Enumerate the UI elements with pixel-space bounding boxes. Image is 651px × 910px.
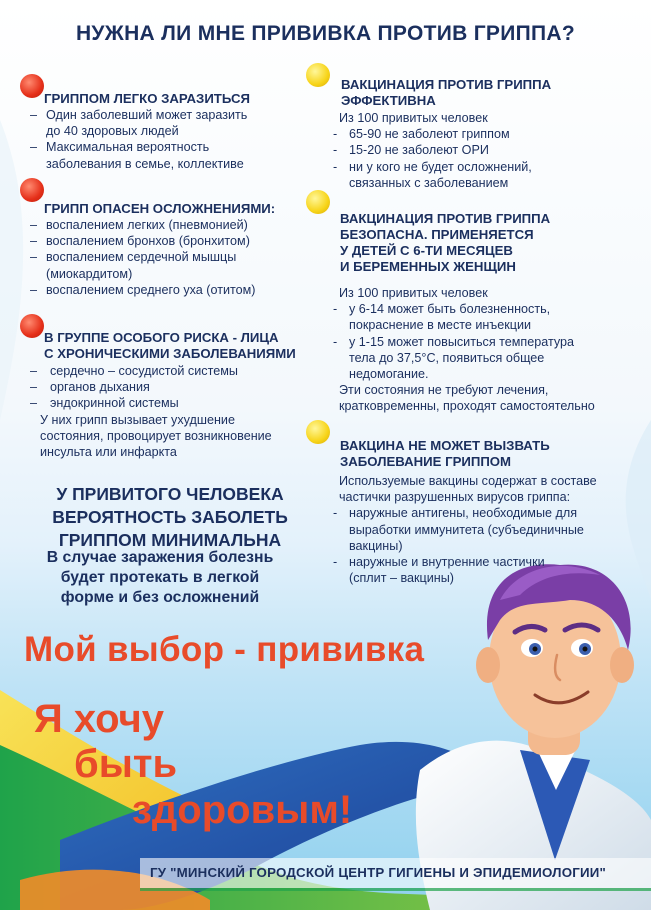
footer-text: ГУ "МИНСКИЙ ГОРОДСКОЙ ЦЕНТР ГИГИЕНЫ И ЭПИДЕМИОЛОГИИ" — [150, 865, 607, 880]
footer — [140, 858, 651, 888]
list-item: – Один заболевший может заразить до 40 здоровых людей — [30, 108, 248, 139]
list-item: - наружные антигены, необходимые для выработки иммунитета (субъединичные вакцины) — [333, 506, 584, 553]
list-item: - ни у кого не будет осложнений, связанных с заболеванием — [333, 159, 532, 190]
list-item: - наружные и внутренние частички (сплит – вакцины) — [333, 555, 545, 586]
smiley-face-icon — [306, 420, 330, 444]
smiley-face-icon — [306, 63, 330, 87]
left-section-2-list — [30, 217, 310, 298]
right-section-1-header: ВАКЦИНАЦИЯ ПРОТИВ ГРИППА ЭФФЕКТИВНА — [341, 77, 552, 108]
list-item: - 15-20 не заболеют ОРИ — [333, 143, 489, 158]
sad-face-icon — [20, 314, 44, 338]
right-section-3-header: ВАКЦИНА НЕ МОЖЕТ ВЫЗВАТЬ ЗАБОЛЕВАНИЕ ГРИППОМ — [340, 438, 550, 469]
list-item: – Максимальная вероятность заболевания в семье, коллективе — [30, 140, 244, 171]
list-item: – воспалением бронхов (бронхитом) — [30, 234, 250, 249]
list-item: – воспалением легких (пневмонией) — [30, 218, 248, 232]
right-section-1-list: Из 100 привитых человек - 65-90 не заболеют гриппом - 15-20 не заболеют ОРИ - ни у кого не будет осложнений, связанных с заболеванием — [333, 110, 633, 191]
list-item: - у 6-14 может быть болезненность, покраснение в месте инъекции — [333, 302, 551, 333]
key-message-sub: В случае заражения болезнь будет протекать в легкой форме и без осложнений — [46, 549, 274, 606]
list-item: – воспалением сердечной мышцы (миокардитом) — [30, 250, 237, 281]
left-section-3-note: У них грипп вызывает ухудшение состояния, провоцирует возникновение инсульта или инфаркта — [40, 412, 272, 460]
left-section-2-header: ГРИПП ОПАСЕН ОСЛОЖНЕНИЯМИ: — [44, 201, 276, 216]
left-section-3-header: В ГРУППЕ ОСОБОГО РИСКА - ЛИЦА С ХРОНИЧЕСКИМИ ЗАБОЛЕВАНИЯМИ — [44, 330, 296, 361]
list-item: - 65-90 не заболеют гриппом — [333, 127, 510, 142]
sad-face-icon — [20, 74, 44, 98]
want-line-3: здоровым! — [132, 788, 353, 832]
smiley-face-icon — [306, 190, 330, 214]
page-title: НУЖНА ЛИ МНЕ ПРИВИВКА ПРОТИВ ГРИППА? — [75, 22, 576, 45]
left-section-1-header: ГРИППОМ ЛЕГКО ЗАРАЗИТЬСЯ — [44, 91, 251, 106]
list-item: – сердечно – сосудистой системы — [30, 364, 238, 378]
right-section-3-list: Используемые вакцины содержат в составе частички разрушенных вирусов гриппа: - наружные антигены, необходимые для выработки иммунитета (субъединичные вакцины) - наружные и внутренние частички (сплит – вакцины) — [333, 473, 643, 586]
slogan: Мой выбор - прививка — [24, 630, 425, 669]
list-item: - у 1-15 может повыситься температура тела до 37,5°С, появиться общее недомогание. — [333, 334, 575, 382]
right-section-2-header: ВАКЦИНАЦИЯ ПРОТИВ ГРИППА БЕЗОПАСНА. ПРИМЕНЯЕТСЯ У ДЕТЕЙ С 6-ТИ МЕСЯЦЕВ И БЕРЕМЕННЫХ ЖЕНЩИН — [340, 211, 551, 274]
key-message: У ПРИВИТОГО ЧЕЛОВЕКА ВЕРОЯТНОСТЬ ЗАБОЛЕТЬ ГРИППОМ МИНИМАЛЬНА — [52, 484, 288, 550]
sad-face-icon — [20, 178, 44, 202]
right-section-2-note: Эти состояния не требуют лечения, кратковременны, проходят самостоятельно — [339, 383, 595, 414]
right-section-2-list: Из 100 привитых человек - у 6-14 может быть болезненность, покраснение в месте инъекции - у 1-15 может повыситься температура тела до 37,5°С, появиться общее недомогание. Эти состояния не требуют лечения, кратковременны, проходят самостоятельно — [333, 285, 643, 415]
want-line-2: быть — [74, 742, 178, 786]
list-item: – воспалением среднего уха (отитом) — [30, 282, 256, 297]
left-section-3-list — [30, 363, 315, 460]
want-line-1: Я хочу — [34, 697, 165, 741]
list-item: – органов дыхания — [30, 380, 150, 395]
left-section-1-list — [30, 107, 305, 172]
list-item: – эндокринной системы — [30, 396, 179, 411]
